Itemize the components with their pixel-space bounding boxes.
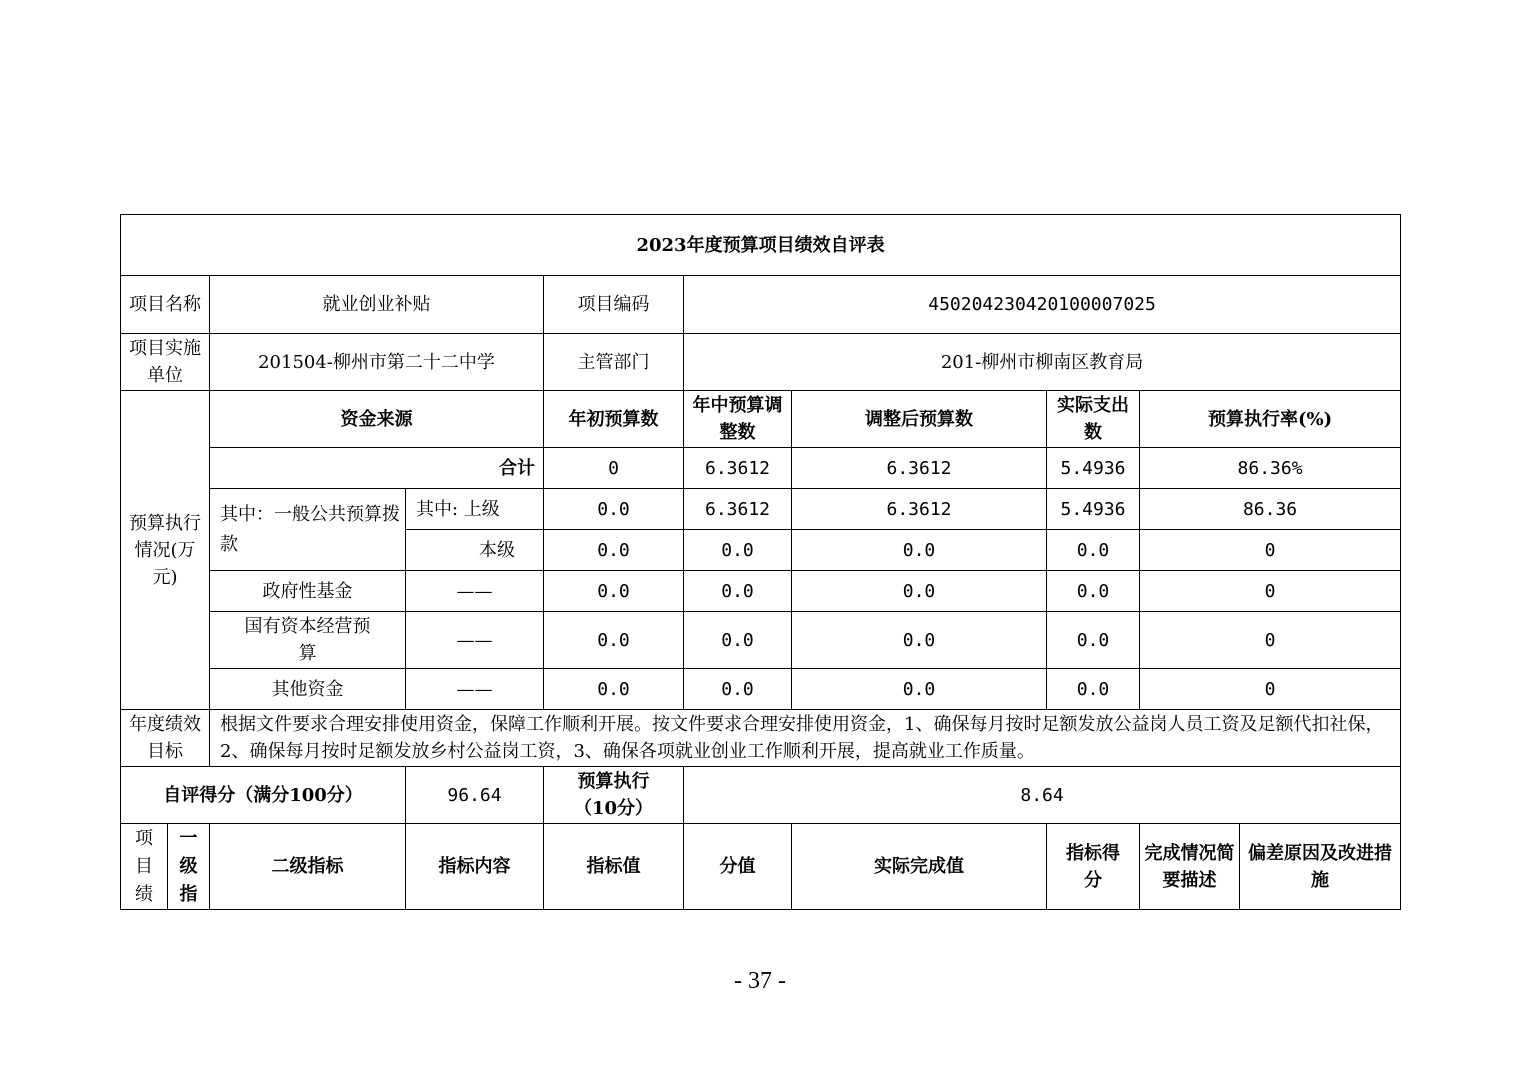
- total-initial: 0: [544, 448, 684, 489]
- other-fund-rate: 0: [1140, 669, 1401, 710]
- upper-adjusted: 6.3612: [792, 489, 1047, 530]
- local-actual: 0.0: [1047, 530, 1140, 571]
- header-initial-budget: 年初预算数: [544, 391, 684, 448]
- total-actual: 5.4936: [1047, 448, 1140, 489]
- upper-actual: 5.4936: [1047, 489, 1140, 530]
- total-label: 合计: [210, 448, 544, 489]
- state-capital-adjusted: 0.0: [792, 612, 1047, 669]
- total-rate: 86.36%: [1140, 448, 1401, 489]
- impl-unit-label: 项目实施单位: [121, 334, 210, 391]
- gov-fund-actual: 0.0: [1047, 571, 1140, 612]
- state-capital-label: 国有资本经营预算: [210, 612, 406, 669]
- upper-initial: 0.0: [544, 489, 684, 530]
- performance-evaluation-table: [120, 214, 1401, 910]
- total-adjusted: 6.3612: [792, 448, 1047, 489]
- state-capital-actual: 0.0: [1047, 612, 1140, 669]
- gov-fund-adjusted: 0.0: [792, 571, 1047, 612]
- table-title: 2023年度预算项目绩效自评表: [121, 215, 1401, 276]
- self-score-value: 96.64: [406, 767, 544, 824]
- indicator-content-header: 指标内容: [406, 824, 544, 910]
- state-capital-rate: 0: [1140, 612, 1401, 669]
- other-fund-label: 其他资金: [210, 669, 406, 710]
- project-name-label: 项目名称: [121, 276, 210, 334]
- local-level-label: 本级: [406, 530, 544, 571]
- indicator-value-header: 指标值: [544, 824, 684, 910]
- page-number: - 37 -: [734, 968, 786, 994]
- general-budget-label: 其中：一般公共预算拨款: [210, 489, 406, 571]
- gov-fund-label: 政府性基金: [210, 571, 406, 612]
- gov-fund-sub: ——: [406, 571, 544, 612]
- actual-value-header: 实际完成值: [792, 824, 1047, 910]
- other-fund-mid: 0.0: [684, 669, 792, 710]
- self-score-label: 自评得分（满分100分）: [121, 767, 406, 824]
- dept-value: 201-柳州市柳南区教育局: [684, 334, 1401, 391]
- other-fund-actual: 0.0: [1047, 669, 1140, 710]
- dept-label: 主管部门: [544, 334, 684, 391]
- annual-target-text: 根据文件要求合理安排使用资金，保障工作顺利开展。按文件要求合理安排使用资金，1、确保每月按时足额发放公益岗人员工资及足额代扣社保，2、确保每月按时足额发放乡村公益岗工资，3、确保各项就业创业工作顺利开展，提高就业工作质量。: [210, 710, 1401, 767]
- project-name-value: 就业创业补贴: [210, 276, 544, 334]
- total-mid: 6.3612: [684, 448, 792, 489]
- upper-level-label: 其中: 上级: [406, 489, 544, 530]
- points-header: 分值: [684, 824, 792, 910]
- budget-section-label: 预算执行情况(万元): [121, 391, 210, 710]
- budget-exec-score-label: 预算执行（10分）: [544, 767, 684, 824]
- indicator-score-header: 指标得分: [1047, 824, 1140, 910]
- header-exec-rate: 预算执行率(%): [1140, 391, 1401, 448]
- state-capital-mid: 0.0: [684, 612, 792, 669]
- deviation-reason-header: 偏差原因及改进措施: [1240, 824, 1401, 910]
- local-rate: 0: [1140, 530, 1401, 571]
- local-initial: 0.0: [544, 530, 684, 571]
- level1-indicator-header: 一级指: [168, 824, 210, 910]
- level2-indicator-header: 二级指标: [210, 824, 406, 910]
- header-fund-source: 资金来源: [210, 391, 544, 448]
- project-code-label: 项目编码: [544, 276, 684, 334]
- impl-unit-value: 201504-柳州市第二十二中学: [210, 334, 544, 391]
- upper-mid: 6.3612: [684, 489, 792, 530]
- header-actual-spend: 实际支出数: [1047, 391, 1140, 448]
- project-code-value: 450204230420100007025: [684, 276, 1401, 334]
- completion-summary-header: 完成情况简要描述: [1140, 824, 1240, 910]
- state-capital-initial: 0.0: [544, 612, 684, 669]
- budget-exec-score-value: 8.64: [684, 767, 1401, 824]
- project-perf-header: 项目绩: [121, 824, 168, 910]
- gov-fund-mid: 0.0: [684, 571, 792, 612]
- header-adjusted-budget: 调整后预算数: [792, 391, 1047, 448]
- state-capital-sub: ——: [406, 612, 544, 669]
- gov-fund-rate: 0: [1140, 571, 1401, 612]
- other-fund-sub: ——: [406, 669, 544, 710]
- upper-rate: 86.36: [1140, 489, 1401, 530]
- other-fund-adjusted: 0.0: [792, 669, 1047, 710]
- local-mid: 0.0: [684, 530, 792, 571]
- other-fund-initial: 0.0: [544, 669, 684, 710]
- gov-fund-initial: 0.0: [544, 571, 684, 612]
- header-mid-adjust: 年中预算调整数: [684, 391, 792, 448]
- local-adjusted: 0.0: [792, 530, 1047, 571]
- annual-target-label: 年度绩效目标: [121, 710, 210, 767]
